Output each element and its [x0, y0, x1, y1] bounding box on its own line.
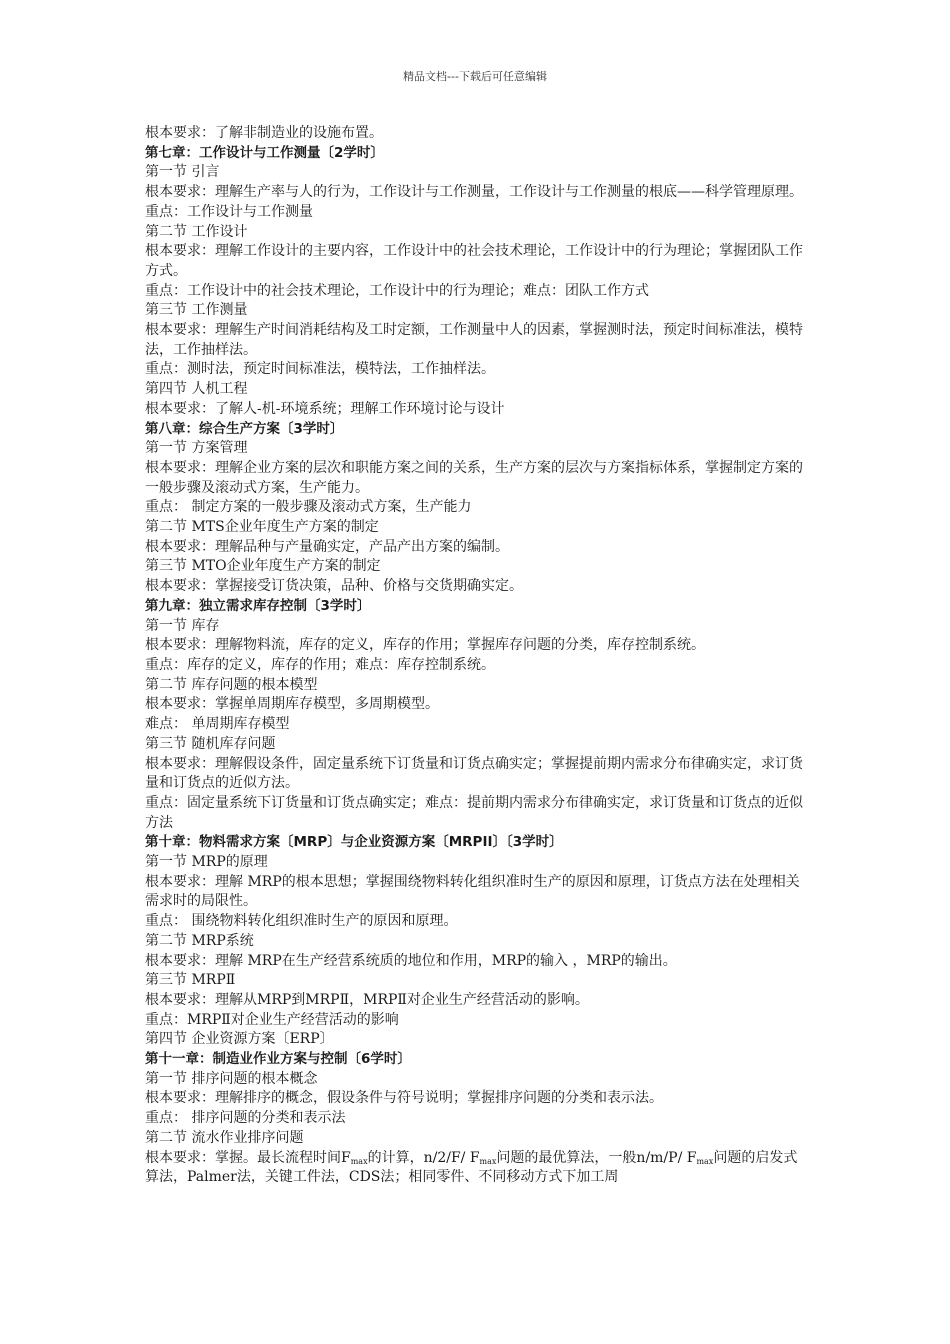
key-point: 难点： 单周期库存模型 [145, 716, 290, 733]
key-point: 重点：库存的定义，库存的作用；难点：库存控制系统。 [145, 656, 495, 673]
key-point: 重点：工作设计与工作测量 [145, 203, 313, 220]
page-header: 精品文档---下载后可任意编辑 [403, 70, 547, 83]
text-line: 根本要求：理解从MRP到MRPⅡ，MRPⅡ对企业生产经营活动的影响。 [145, 991, 589, 1008]
section-title: 第一节 排序问题的根本概念 [145, 1070, 318, 1087]
section-title: 第二节 库存问题的根本模型 [145, 676, 318, 693]
text-line: 根本要求：了解人-机-环境系统；理解工作环境讨论与设计 [145, 400, 505, 417]
text-line: 根本要求：理解物料流，库存的定义，库存的作用；掌握库存问题的分类，库存控制系统。 [145, 637, 705, 654]
subscript: max [350, 1156, 368, 1166]
text-line: 根本要求：掌握单周期库存模型，多周期模型。 [145, 696, 439, 713]
chapter-heading: 第九章：独立需求库存控制〔3学时〕 [145, 597, 371, 614]
section-title: 第三节 MRPⅡ [145, 972, 236, 989]
key-point: 重点： 围绕物料转化组织准时生产的原因和原理。 [145, 913, 458, 930]
text-line: 根本要求：了解非制造业的设施布置。 [145, 125, 383, 141]
section-title: 第三节 随机库存问题 [145, 735, 276, 752]
text-paragraph: 根本要求：理解企业方案的层次和职能方案之间的关系，生产方案的层次与方案指标体系，掌握制定方案的一般步骤及滚动式方案，生产能力。 [145, 459, 803, 496]
subscript: max [696, 1156, 714, 1166]
section-title: 第一节 库存 [145, 617, 220, 634]
section-title: 第二节 MTS企业年度生产方案的制定 [145, 519, 379, 536]
subscript: max [479, 1156, 497, 1166]
text-fragment: 问题的启发式算法，Palmer法，关键工件法，CDS法；相同零件、不同移动方式下加工周 [145, 1149, 798, 1186]
section-title: 第二节 流水作业排序问题 [145, 1129, 304, 1146]
text-paragraph: 根本要求：理解生产时间消耗结构及工时定额，工作测量中人的因素，掌握测时法，预定时间标准法，模特法，工作抽样法。 [145, 322, 803, 358]
key-point: 重点： 排序问题的分类和表示法 [145, 1110, 346, 1127]
section-title: 第二节 工作设计 [145, 223, 248, 240]
chapter-heading: 第七章：工作设计与工作测量〔2学时〕 [145, 144, 384, 161]
text-fragment: 的计算，n/2/F/ F [367, 1149, 480, 1166]
text-paragraph: 根本要求：理解工作设计的主要内容，工作设计中的社会技术理论，工作设计中的行为理论；掌握团队工作方式。 [145, 243, 803, 279]
text-line: 根本要求：理解排序的概念，假设条件与符号说明；掌握排序问题的分类和表示法。 [145, 1090, 663, 1107]
key-point: 重点：工作设计中的社会技术理论，工作设计中的行为理论；难点：团队工作方式 [145, 282, 649, 299]
key-point: 重点：MRPⅡ对企业生产经营活动的影响 [145, 1011, 399, 1028]
section-title: 第三节 MTO企业年度生产方案的制定 [145, 558, 381, 575]
text-paragraph: 根本要求：理解生产率与人的行为，工作设计与工作测量，工作设计与工作测量的根底——科学管理原理。 [145, 184, 803, 201]
text-fragment: 问题的最优算法，一般n/m/P/ F [496, 1149, 697, 1166]
chapter-heading: 第十章：物料需求方案〔MRP〕与企业资源方案〔MRPII〕〔3学时〕 [145, 834, 563, 851]
section-title: 第四节 企业资源方案〔ERP〕 [145, 1031, 334, 1048]
text-paragraph [145, 1149, 810, 1188]
text-line: 根本要求：理解品种与产量确实定，产品产出方案的编制。 [145, 538, 509, 555]
text-fragment: 根本要求：掌握。最长流程时间F [145, 1149, 351, 1166]
chapter-heading: 第十一章：制造业作业方案与控制〔6学时〕 [145, 1051, 411, 1068]
text-line: 根本要求：掌握接受订货决策，品种、价格与交货期确实定。 [145, 578, 523, 595]
key-point: 重点：固定量系统下订货量和订货点确实定；难点：提前期内需求分布律确实定，求订货量和订货点的近似方法 [145, 794, 803, 831]
text-line: 根本要求：理解 MRP在生产经营系统质的地位和作用，MRP的输入 ，MRP的输出。 [145, 952, 677, 969]
section-title: 第一节 方案管理 [145, 440, 248, 457]
key-point: 重点：测时法，预定时间标准法，模特法，工作抽样法。 [145, 361, 495, 378]
section-title: 第二节 MRP系统 [145, 932, 254, 949]
section-title: 第四节 人机工程 [145, 381, 248, 398]
document-body [145, 124, 810, 1188]
section-title: 第三节 工作测量 [145, 302, 248, 319]
text-paragraph: 根本要求：理解 MRP的根本思想；掌握围绕物料转化组织准时生产的原因和原理，订货点方法在处理相关需求时的局限性。 [145, 873, 800, 910]
section-title: 第一节 引言 [145, 164, 220, 181]
section-title: 第一节 MRP的原理 [145, 854, 268, 871]
key-point: 重点： 制定方案的一般步骤及滚动式方案，生产能力 [145, 499, 472, 516]
text-paragraph: 根本要求：理解假设条件，固定量系统下订货量和订货点确实定；掌握提前期内需求分布律确实定，求订货量和订货点的近似方法。 [145, 755, 803, 792]
chapter-heading: 第八章：综合生产方案〔3学时〕 [145, 420, 344, 437]
